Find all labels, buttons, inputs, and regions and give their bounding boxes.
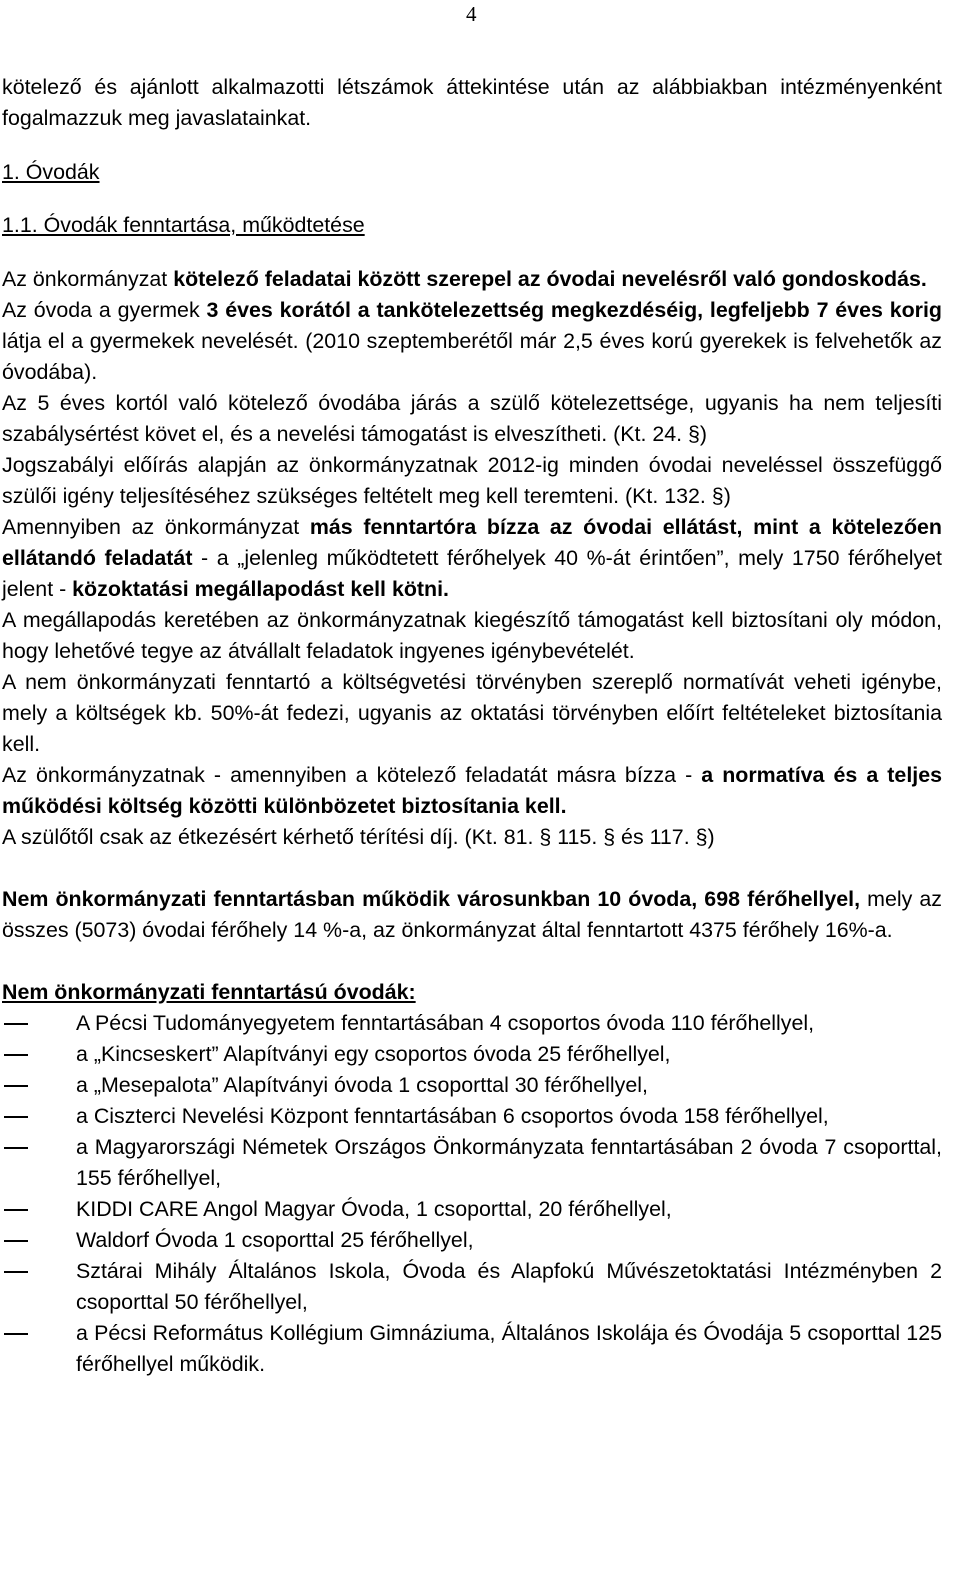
dash-bullet-icon [4,1147,28,1149]
list-item [2,1256,942,1318]
list-item [2,1132,942,1194]
dash-bullet-icon [4,1333,28,1335]
list-item-text: a „Kincseskert” Alapítványi egy csoportos óvoda 25 férőhellyel, [76,1042,671,1066]
paragraph-jogszabalyi-eloiras: Jogszabályi előírás alapján az önkormányzatnak 2012-ig minden óvodai neveléssel összefüggő szülői igény teljesítéséhez szükséges feltételt meg kell teremteni. (Kt. 132. §) [2,453,942,508]
subsection-heading-fenntartas [2,210,942,241]
dash-bullet-icon [4,1054,28,1056]
dash-bullet-icon [4,1085,28,1087]
list-item-text: A Pécsi Tudományegyetem fenntartásában 4 csoportos óvoda 110 férőhellyel, [76,1011,815,1035]
list-item-text: a Magyarországi Németek Országos Önkormányzata fenntartásában 2 óvoda 7 csoporttal, 155 férőhellyel, [76,1135,942,1190]
page-number: 4 [466,2,477,26]
list-item-text: KIDDI CARE Angol Magyar Óvoda, 1 csoporttal, 20 férőhellyel, [76,1197,672,1221]
dash-bullet-icon [4,1023,28,1025]
bold-text-run: 3 éves korától a tankötelezettség megkezdéséig, legfeljebb 7 éves korig [206,298,942,322]
intro-paragraph: kötelező és ajánlott alkalmazotti létszámok áttekintése után az alábbiakban intézményenként fogalmazzuk meg javaslatainkat. [2,75,942,130]
list-item-text: Sztárai Mihály Általános Iskola, Óvoda és Alapfokú Művészetoktatási Intézményben 2 csoporttal 50 férőhellyel, [76,1259,942,1314]
paragraph-mas-fenntarto [2,512,942,605]
text-run: Amennyiben az önkormányzat [2,515,310,539]
paragraph-normativa: A nem önkormányzati fenntartó a költségvetési törvényben szereplő normatívát veheti igénybe, mely a költségek kb. 50%-át fedezi, ugyanis az oktatási törvényben előírt feltételeket biztosítania kell. [2,670,942,756]
list-item [2,1194,942,1225]
list-title-text: Nem önkormányzati fenntartású óvodák: [2,980,416,1004]
paragraph-kotelezo-feladat [2,264,942,295]
text-run: - a „jelenleg működtetett férőhelyek 40 %-át érintően”, mely 1750 férőhelyet jelent - [2,546,943,601]
bold-text-run: más fenntartóra bízza az óvodai ellátást, mint a kötelezően ellátandó feladatát [2,515,942,570]
paragraph-ovoda-korhatar [2,295,942,388]
dash-bullet-icon [4,1240,28,1242]
paragraph-teritesi-dij: A szülőtől csak az étkezésért kérhető térítési díj. (Kt. 81. § 115. § és 117. §) [2,825,715,849]
text-run: Az óvoda a gyermek [2,298,207,322]
list-item [2,1318,942,1380]
section-heading-ovodak [2,157,942,188]
paragraph-5-eves-kotelezo: Az 5 éves kortól való kötelező óvodába járás a szülő kötelezettsége, ugyanis ha nem teljesíti szabálysértést követ el, és a nevelési támogatást is elveszítheti. (Kt. 24. §) [2,391,942,446]
subsection-heading-fenntartas-text: 1.1. Óvodák fenntartása, működtetése [2,213,365,237]
list-item [2,1101,942,1132]
list-item [2,1225,942,1256]
list-item-text: a Pécsi Református Kollégium Gimnáziuma, Általános Iskolája és Óvodája 5 csoporttal 125 férőhellyel működik. [76,1321,942,1376]
bold-text-run: a normatíva és a teljes működési költség közötti különbözetet biztosítania kell. [2,763,942,818]
dash-bullet-icon [4,1271,28,1273]
text-run: Az önkormányzatnak - amennyiben a kötelező feladatát másra bízza - [2,763,702,787]
dash-bullet-icon [4,1209,28,1211]
bold-text-run: Nem önkormányzati fenntartásban működik városunkban 10 óvoda, 698 férőhellyel, [2,887,861,911]
paragraph-megallapodas: A megállapodás keretében az önkormányzatnak kiegészítő támogatást kell biztosítani oly módon, hogy lehetővé tegye az átvállalt feladatok ingyenes igénybevételét. [2,608,942,663]
text-run: látja el a gyermekek nevelését. (2010 szeptemberétől már 2,5 éves korú gyerekek is felvehetők az óvodába). [2,329,942,384]
section-heading-ovodak-text: 1. Óvodák [2,160,100,184]
list-item [2,1039,942,1070]
list-item [2,1008,942,1039]
text-run: Az önkormányzat [2,267,174,291]
document-body [2,72,942,1380]
list-item-text: a Ciszterci Nevelési Központ fenntartásában 6 csoportos óvoda 158 férőhellyel, [76,1104,829,1128]
text-run: mely az összes (5073) óvodai férőhely 14 %-a, az önkormányzat által fenntartott 4375 férőhely 16%-a. [2,887,942,942]
list-item-text: Waldorf Óvoda 1 csoporttal 25 férőhellyel, [76,1228,474,1252]
bold-text-run: közoktatási megállapodást kell kötni. [72,577,449,601]
list-item [2,1070,942,1101]
list-title [2,977,942,1008]
kindergarten-list [2,1008,942,1380]
list-item-text: a „Mesepalota” Alapítványi óvoda 1 csoporttal 30 férőhellyel, [76,1073,648,1097]
bold-text-run: kötelező feladatai között szerepel az óvodai nevelésről való gondoskodás. [173,267,927,291]
paragraph-varosunkban [2,884,942,946]
paragraph-kulonbozet [2,760,942,822]
dash-bullet-icon [4,1116,28,1118]
